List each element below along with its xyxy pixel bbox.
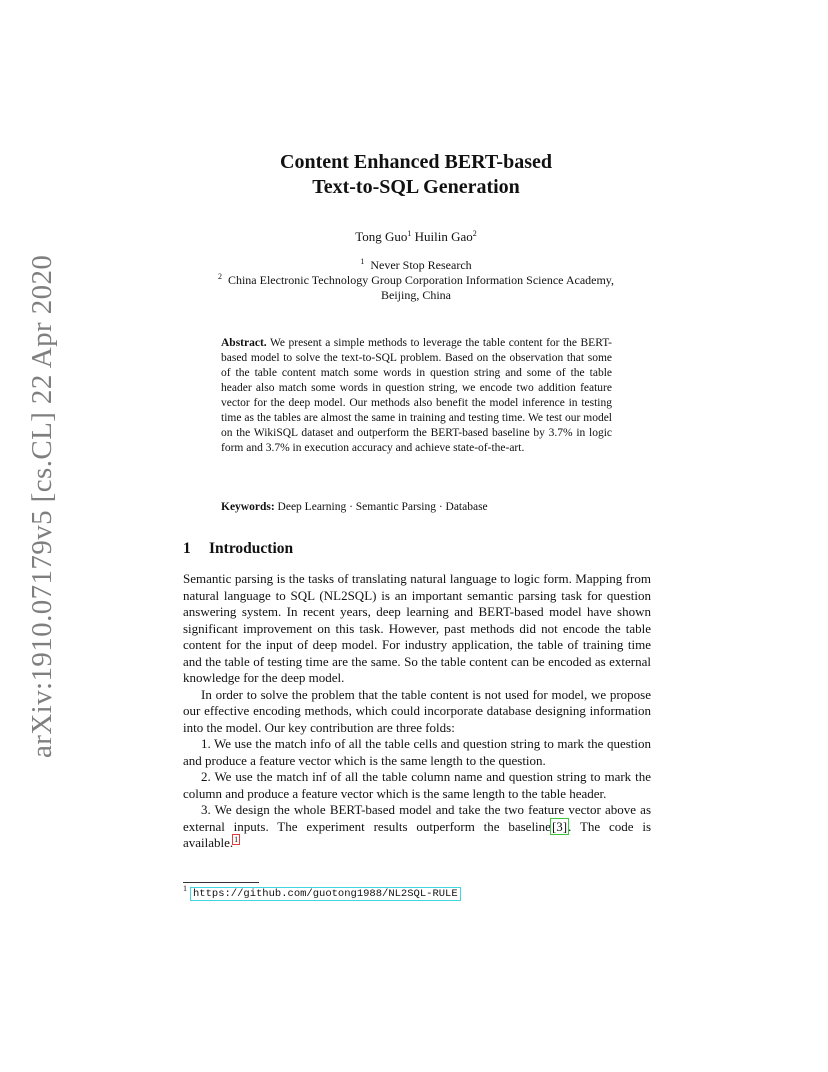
citation-link[interactable]: [3] bbox=[551, 818, 568, 834]
author-affil-mark: 1 bbox=[407, 229, 412, 238]
footnote-link[interactable]: 1 bbox=[234, 835, 239, 844]
affiliation-2: China Electronic Technology Group Corporation Information Science Academy, bbox=[227, 273, 615, 287]
paragraph: 1. We use the match info of all the table cells and question string to mark the question and produce a feature vector which is the same length to the question. bbox=[183, 736, 651, 768]
paragraph: In order to solve the problem that the table content is not used for model, we propose our effective encoding methods, which could incorporate database designing information into the model. Our key contribution are three folds: bbox=[183, 686, 651, 735]
affil-mark: 1 bbox=[360, 257, 365, 266]
author-affil-mark: 2 bbox=[472, 229, 477, 238]
keywords-label: Keywords: bbox=[221, 501, 275, 513]
footnote-mark: 1 bbox=[183, 884, 187, 893]
affiliation-2-location: Beijing, China bbox=[381, 288, 451, 302]
section-title: Introduction bbox=[209, 540, 294, 557]
paragraph-text: 3. We design the whole BERT-based model and take the two feature vector above as external inputs. The experiment results outperform the baseline bbox=[183, 802, 651, 834]
arxiv-identifier: arXiv:1910.07179v5 [cs.CL] 22 Apr 2020 bbox=[26, 254, 58, 758]
abstract-text: We present a simple methods to leverage the table content for the BERT-based model to solve the text-to-SQL problem. Based on the observation that some of the table content match some words in question string and some of the table header also match some words in question string, we encode two addition feature vector for the deep model. Our methods also benefit the model inference in testing time as the tables are almost the same in training and testing time. We test our model on the WikiSQL dataset and outperform the BERT-based baseline by 3.7% in logic form and 3.7% in execution accuracy and achieve state-of-the-art. bbox=[221, 337, 612, 454]
keywords-text: Deep Learning · Semantic Parsing · Database bbox=[277, 501, 488, 513]
abstract-label: Abstract. bbox=[221, 337, 267, 349]
author-name: Tong Guo bbox=[355, 229, 408, 244]
affil-mark: 2 bbox=[217, 272, 222, 281]
section-number: 1 bbox=[183, 540, 191, 557]
paragraph: 2. We use the match inf of all the table column name and question string to mark the column and produce a feature vector which is the same length to the table header. bbox=[183, 769, 651, 801]
affiliations bbox=[180, 258, 652, 303]
title-line-1: Content Enhanced BERT-based bbox=[280, 151, 552, 173]
keywords bbox=[221, 500, 612, 515]
footnote-url-link[interactable]: https://github.com/guotong1988/NL2SQL-RULE bbox=[193, 888, 458, 900]
paragraph: Semantic parsing is the tasks of translating natural language to logic form. Mapping from natural language to SQL (NL2SQL) is an important semantic parsing task for question answering system. In recent years, deep learning and BERT-based model have shown significant improvement on this task. However, past methods did not encode the table content for the input of deep model. For industry application, the table of training time and the table of testing time are the same. So the table content can be encoded as external knowledge for the deep model. bbox=[183, 571, 651, 685]
paragraph bbox=[183, 802, 651, 852]
title-line-2: Text-to-SQL Generation bbox=[312, 176, 520, 198]
author-list bbox=[180, 229, 652, 245]
section-heading bbox=[183, 540, 293, 558]
footnote bbox=[183, 886, 460, 901]
paragraph-text: . The code is available. bbox=[183, 818, 652, 850]
paper-title bbox=[180, 150, 652, 200]
abstract bbox=[221, 336, 612, 456]
affiliation-1: Never Stop Research bbox=[370, 258, 472, 272]
footnote-rule bbox=[183, 882, 259, 883]
section-body bbox=[183, 571, 651, 852]
author-name: Huilin Gao bbox=[414, 229, 473, 244]
